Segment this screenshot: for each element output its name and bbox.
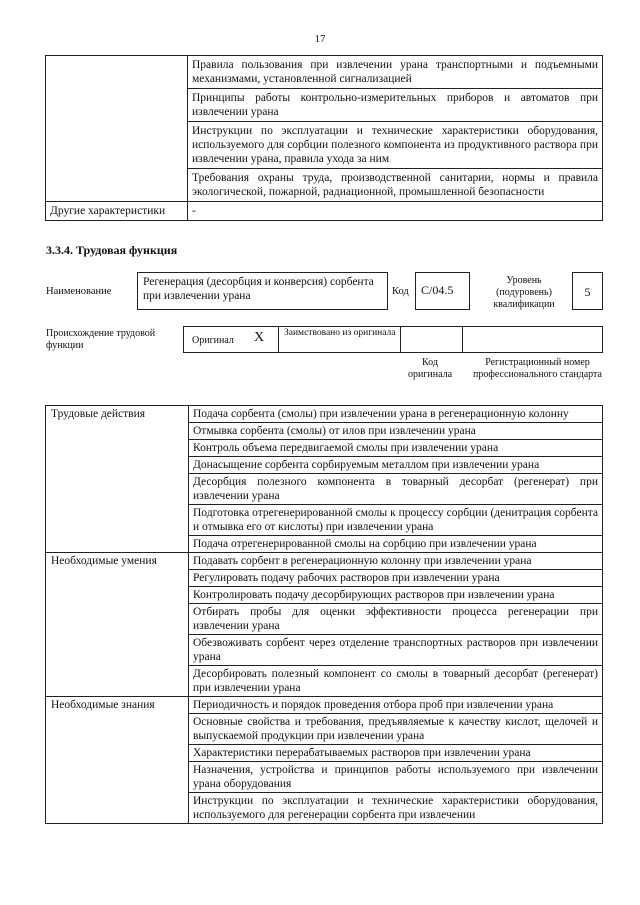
borrowed-label: Заимствовано из оригинала xyxy=(284,328,396,338)
action-item: Контроль объема передвигаемой смолы при извлечении урана xyxy=(189,440,603,457)
group-label-knowledge: Необходимые знания xyxy=(46,697,189,824)
knowledge-item: Периодичность и порядок проведения отбора проб при извлечении урана xyxy=(189,697,603,714)
name-label: Наименование xyxy=(46,286,112,297)
page-number: 17 xyxy=(314,33,326,45)
labor-function-table xyxy=(45,405,603,824)
original-cell xyxy=(184,327,279,352)
original-mark: X xyxy=(254,330,265,345)
function-code: C/04.5 xyxy=(415,272,470,310)
function-name: Регенерация (десорбция и конверсия) сорбента при извлечении урана xyxy=(137,272,388,310)
knowledge-item: Инструкции по эксплуатации и технические характеристики оборудования, используемого для регенерации сорбента при извлечении xyxy=(189,793,603,824)
knowledge-item: Инструкции по эксплуатации и технические характеристики оборудования, используемого для сорбции полезного компонента из продуктивного раствора при извлечении урана, правила ухода за ним xyxy=(188,122,603,169)
action-item: Отмывка сорбента (смолы) от илов при извлечении урана xyxy=(189,423,603,440)
skill-item: Отбирать пробы для оценки эффективности процесса регенерации при извлечении урана xyxy=(189,604,603,635)
knowledge-table-continued xyxy=(45,55,603,221)
knowledge-item: Требования охраны труда, производственной санитарии, нормы и правила экологической, пожарной, радиационной, промышленной безопасности xyxy=(188,169,603,202)
origin-code-cell xyxy=(401,327,463,352)
action-item: Десорбция полезного компонента в товарный десорбат (регенерат) при извлечении урана xyxy=(189,474,603,505)
knowledge-item: Принципы работы контрольно-измерительных приборов и автоматов при извлечении урана xyxy=(188,89,603,122)
skill-item: Обезвоживать сорбент через отделение транспортных растворов при извлечении урана xyxy=(189,635,603,666)
group-label-actions: Трудовые действия xyxy=(46,406,189,553)
knowledge-item: Характеристики перерабатываемых растворов при извлечении урана xyxy=(189,745,603,762)
knowledge-item: Назначения, устройства и принципов работы используемого при извлечении урана оборудования xyxy=(189,762,603,793)
knowledge-item: Правила пользования при извлечении урана транспортными и подъемными механизмами, установленной сигнализацией xyxy=(188,56,603,89)
action-item: Донасыщение сорбента сорбируемым металлом при извлечении урана xyxy=(189,457,603,474)
action-item: Подготовка отрегенерированной смолы к процессу сорбции (денитрация сорбента и отмывка его от кислоты) при извлечении урана xyxy=(189,505,603,536)
origin-label: Происхождение трудовой функции xyxy=(46,328,156,351)
code-label: Код xyxy=(392,286,409,297)
skill-item: Контролировать подачу десорбирующих растворов при извлечении урана xyxy=(189,587,603,604)
other-characteristics-value: - xyxy=(188,202,603,221)
knowledge-item: Основные свойства и требования, предъявляемые к качеству кислот, щелочей и выпускаемой продукции при извлечении урана xyxy=(189,714,603,745)
skill-item: Десорбировать полезный компонент со смолы в товарный десорбат (регенерат) при извлечении урана xyxy=(189,666,603,697)
other-characteristics-label: Другие характеристики xyxy=(46,202,188,221)
original-label: Оригинал xyxy=(192,335,234,346)
empty-left-cell xyxy=(46,56,188,202)
qualification-level: 5 xyxy=(572,272,603,310)
registration-number-caption: Регистрационный номер профессионального стандарта xyxy=(473,357,602,380)
group-label-skills: Необходимые умения xyxy=(46,553,189,697)
skill-item: Подавать сорбент в регенерационную колонну при извлечении урана xyxy=(189,553,603,570)
origin-row xyxy=(183,326,603,353)
borrowed-cell xyxy=(279,327,401,352)
action-item: Подача отрегенерированной смолы на сорбцию при извлечении урана xyxy=(189,536,603,553)
skill-item: Регулировать подачу рабочих растворов при извлечении урана xyxy=(189,570,603,587)
action-item: Подача сорбента (смолы) при извлечении урана в регенерационную колонну xyxy=(189,406,603,423)
code-original-caption: Код оригинала xyxy=(407,357,453,380)
section-title: 3.3.4. Трудовая функция xyxy=(46,243,178,257)
level-label: Уровень (подуровень) квалификации xyxy=(493,275,555,310)
